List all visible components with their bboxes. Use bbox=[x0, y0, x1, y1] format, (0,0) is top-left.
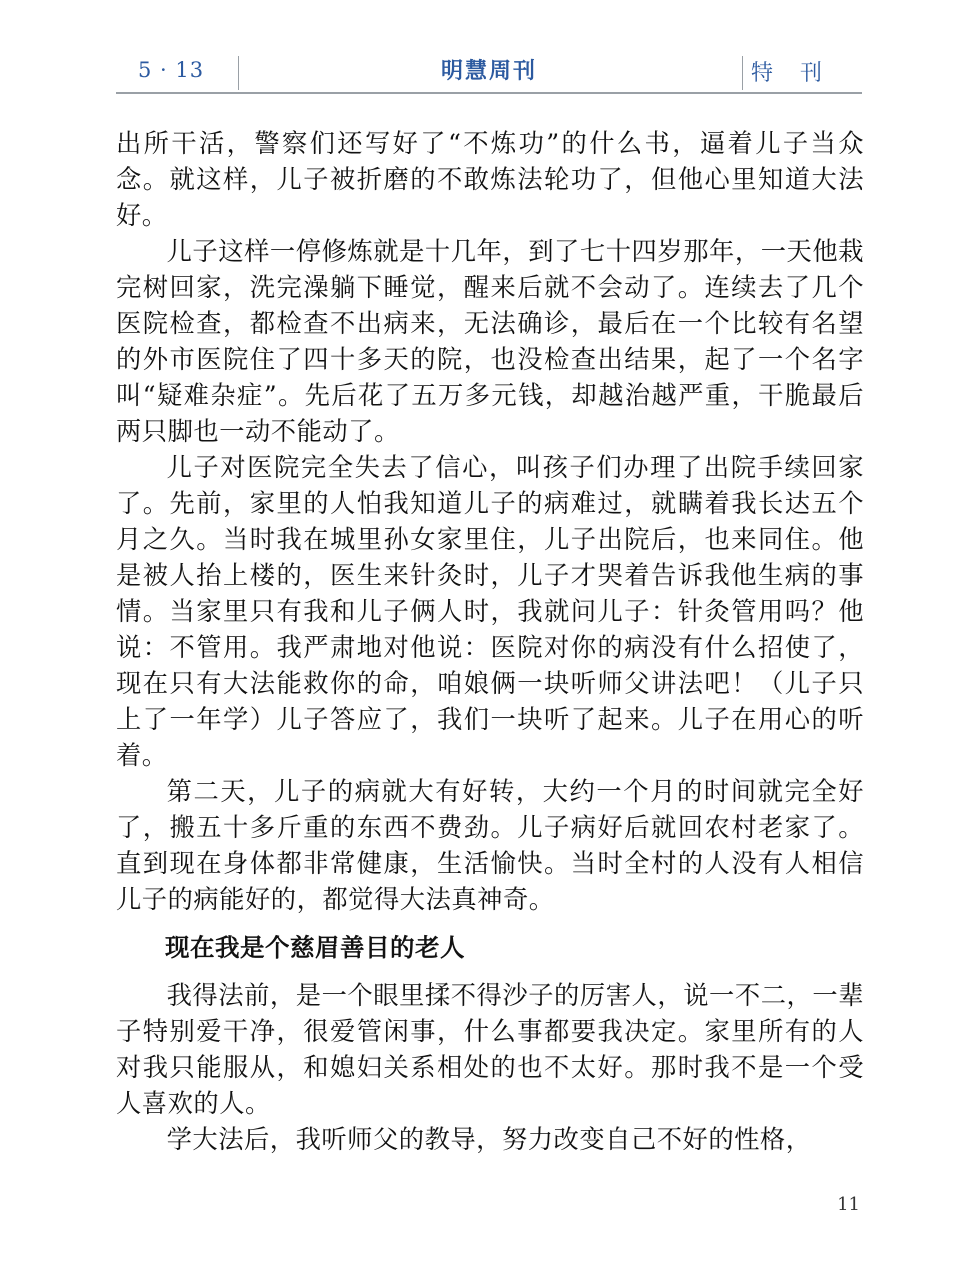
paragraph: 我得法前，是一个眼里揉不得沙子的厉害人，说一不二，一辈子特别爱干净，很爱管闲事，什么事都要我决定。家里所有的人对我只能服从，和媳妇关系相处的也不太好。那时我不是一个受人喜欢的人。 bbox=[116, 981, 864, 1118]
issue-date: 5 · 13 bbox=[138, 58, 205, 82]
publication-title: 明慧周刊 bbox=[440, 59, 537, 84]
section-label: 特 刊 bbox=[751, 61, 832, 86]
paragraph: 儿子这样一停修炼就是十几年，到了七十四岁那年，一天他栽完树回家，洗完澡躺下睡觉，醒来后就不会动了。连续去了几个医院检查，都检查不出病来，无法确诊，最后在一个比较有名望的外市医院住了四十多天的院，也没检查出结果，起了一个名字叫“疑难杂症”。先后花了五万多元钱，却越治越严重，干脆最后两只脚也一动不能动了。 bbox=[116, 237, 864, 446]
article-body bbox=[116, 126, 864, 1158]
paragraph-continued: 出所干活，警察们还写好了“不炼功”的什么书，逼着儿子当众念。就这样，儿子被折磨的不敢炼法轮功了，但他心里知道大法好。 bbox=[116, 129, 864, 230]
section-subheading: 现在我是个慈眉善目的老人 bbox=[165, 933, 465, 962]
page-number: 11 bbox=[837, 1194, 860, 1215]
paragraph: 学大法后，我听师父的教导，努力改变自己不好的性格， bbox=[166, 1125, 812, 1154]
header-divider-right bbox=[742, 56, 743, 90]
paragraph: 第二天，儿子的病就大有好转，大约一个月的时间就完全好了，搬五十多斤重的东西不费劲。儿子病好后就回农村老家了。直到现在身体都非常健康，生活愉快。当时全村的人没有人相信儿子的病能好的，都觉得大法真神奇。 bbox=[116, 777, 864, 914]
paragraph: 儿子对医院完全失去了信心，叫孩子们办理了出院手续回家了。先前，家里的人怕我知道儿子的病难过，就瞒着我长达五个月之久。当时我在城里孙女家里住，儿子出院后，也来同住。他是被人抬上楼的，医生来针灸时，儿子才哭着告诉我他生病的事情。当家里只有我和儿子俩人时，我就问儿子：针灸管用吗？他说：不管用。我严肃地对他说：医院对你的病没有什么招使了，现在只有大法能救你的命，咱娘俩一块听师父讲法吧！（儿子只上了一年学）儿子答应了，我们一块听了起来。儿子在用心的听着。 bbox=[116, 453, 864, 770]
page-header bbox=[116, 52, 862, 94]
